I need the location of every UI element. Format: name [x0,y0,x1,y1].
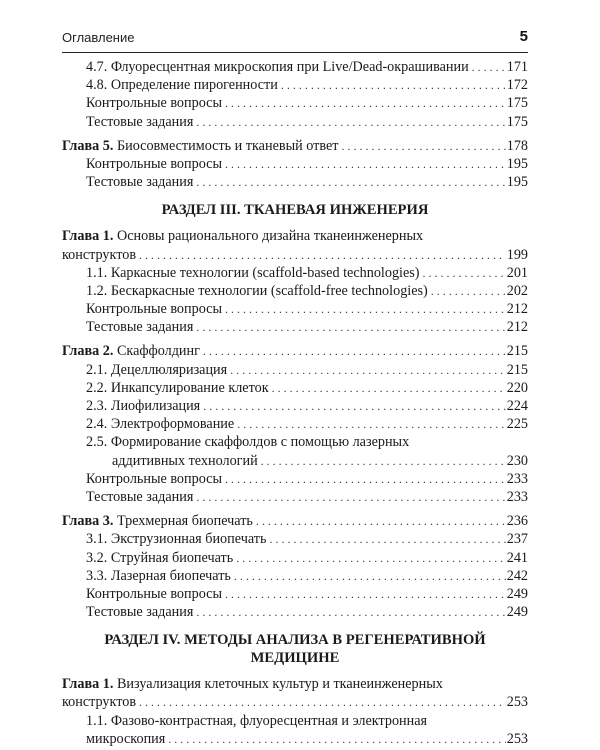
toc-entry-2-5-line1[interactable]: 2.5. Формирование скаффолдов с помощью лазерных [86,434,410,451]
leader-dots [227,361,506,379]
leader-dots [469,58,506,76]
toc-entry-tests[interactable]: Тестовые задания . . . 233 [62,488,528,506]
toc-chapter-1-line1[interactable]: Глава 1. Визуализация клеточных культур и тканеинженерных [62,676,443,693]
leader-dots [136,246,506,264]
leader-dots [269,379,506,397]
running-header [62,28,528,53]
toc-entry-1-2[interactable]: 1.2. Бескаркасные технологии (scaffold-free technologies) . . . 202 [62,282,528,300]
toc-entry-tests[interactable]: Тестовые задания . . . 195 [62,173,528,191]
leader-dots [222,155,506,173]
leader-dots [193,318,506,336]
toc-chapter-2[interactable]: Глава 2. Скаффолдинг . . . 215 [62,342,528,360]
toc-entry-3-2[interactable]: 3.2. Струйная биопечать . . . 241 [62,549,528,567]
section-3-title: РАЗДЕЛ III. ТКАНЕВАЯ ИНЖЕНЕРИЯ [161,202,429,219]
leader-dots [165,730,506,748]
section-4-title: РАЗДЕЛ IV. МЕТОДЫ АНАЛИЗА В РЕГЕНЕРАТИВНОЙ МЕДИЦИНЕ [104,632,486,667]
leader-dots [278,76,506,94]
toc-entry-2-3[interactable]: 2.3. Лиофилизация . . . 224 [62,397,528,415]
toc-entry-4-7[interactable]: 4.7. Флуоресцентная микроскопия при Live/Dead-окрашивании . . . 171 [62,58,528,76]
leader-dots [233,549,506,567]
toc-entry-1-1-line2[interactable]: микроскопия . . . 253 [62,730,528,748]
toc-entry-1-1-line1[interactable]: 1.1. Фазово-контрастная, флуоресцентная и электронная [86,712,428,729]
toc-entry-2-5-line2[interactable]: аддитивных технологий . . . 230 [62,452,528,470]
leader-dots [200,342,506,360]
leader-dots [200,397,506,415]
toc-chapter-1-line2[interactable]: конструктов . . . 253 [62,693,528,711]
toc-chapter-1-line2[interactable]: конструктов . . . 199 [62,246,528,264]
toc-entry-control-questions[interactable]: Контрольные вопросы . . . 249 [62,585,528,603]
toc-entry-3-1[interactable]: 3.1. Экструзионная биопечать . . . 237 [62,530,528,548]
toc-entry-2-2[interactable]: 2.2. Инкапсулирование клеток . . . 220 [62,379,528,397]
leader-dots [428,282,506,300]
leader-dots [222,300,506,318]
leader-dots [234,415,506,433]
toc-entry-control-questions[interactable]: Контрольные вопросы . . . 195 [62,155,528,173]
toc-entry-2-1[interactable]: 2.1. Децеллюляризация . . . 215 [62,361,528,379]
leader-dots [136,693,506,711]
leader-dots [253,512,506,530]
toc-entry-1-1[interactable]: 1.1. Каркасные технологии (scaffold-based technologies) . . . 201 [62,264,528,282]
leader-dots [266,530,506,548]
toc-entry-tests[interactable]: Тестовые задания . . . 212 [62,318,528,336]
leader-dots [420,264,506,282]
toc-chapter-3[interactable]: Глава 3. Трехмерная биопечать . . . 236 [62,512,528,530]
table-of-contents [62,58,528,748]
toc-entry-2-4[interactable]: 2.4. Электроформование . . . 225 [62,415,528,433]
leader-dots [222,94,506,112]
leader-dots [193,603,506,621]
toc-entry-control-questions[interactable]: Контрольные вопросы . . . 175 [62,94,528,112]
toc-entry-tests[interactable]: Тестовые задания . . . 175 [62,113,528,131]
toc-entry-control-questions[interactable]: Контрольные вопросы . . . 233 [62,470,528,488]
toc-entry-tests[interactable]: Тестовые задания . . . 249 [62,603,528,621]
leader-dots [338,137,506,155]
leader-dots [222,470,506,488]
toc-chapter-5[interactable]: Глава 5. Биосовместимость и тканевый ответ . . . 178 [62,137,528,155]
leader-dots [222,585,506,603]
leader-dots [193,488,506,506]
leader-dots [258,452,506,470]
toc-entry-3-3[interactable]: 3.3. Лазерная биопечать . . . 242 [62,567,528,585]
leader-dots [231,567,506,585]
toc-chapter-1-line1[interactable]: Глава 1. Основы рационального дизайна тканеинженерных [62,228,424,245]
header-page-number: 5 [519,28,528,45]
toc-entry-4-8[interactable]: 4.8. Определение пирогенности . . . 172 [62,76,528,94]
toc-entry-control-questions[interactable]: Контрольные вопросы . . . 212 [62,300,528,318]
header-title: Оглавление [62,30,135,45]
leader-dots [193,173,506,191]
leader-dots [193,113,506,131]
